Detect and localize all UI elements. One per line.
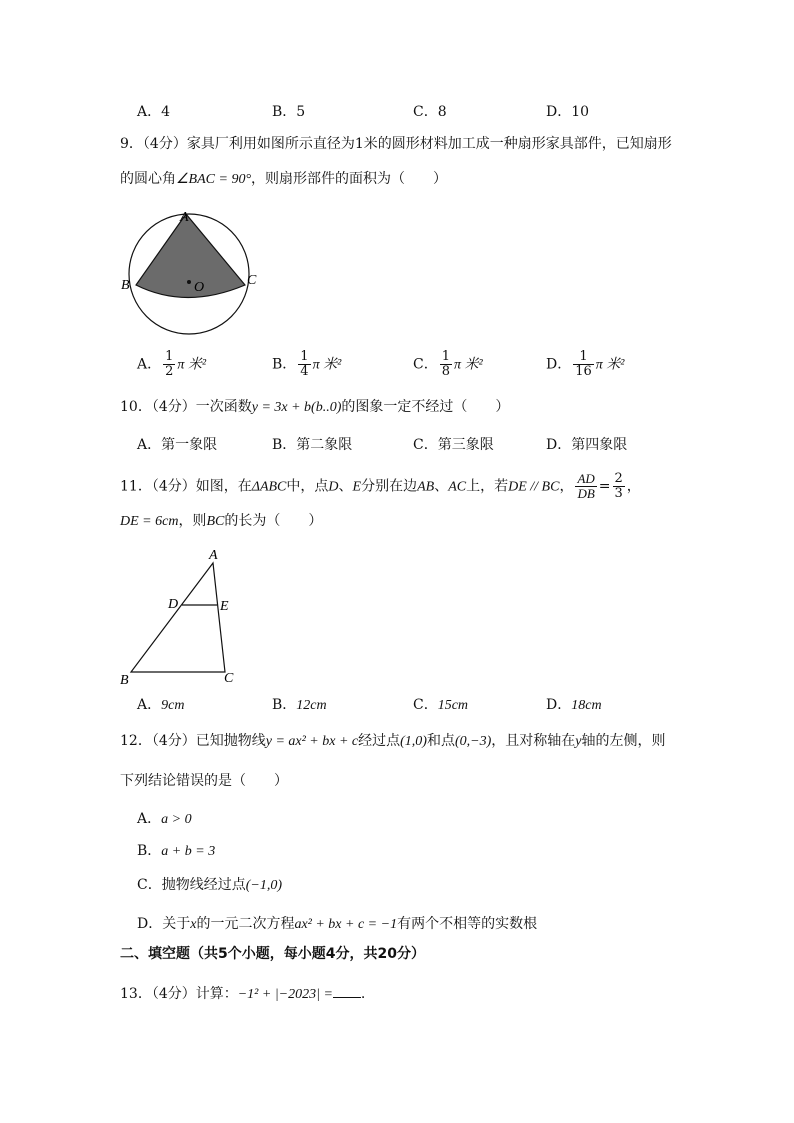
q13-post: . bbox=[360, 986, 366, 1002]
q9-stem-post: ，则扇形部件的面积为（ ） bbox=[251, 171, 448, 187]
q10-stem bbox=[120, 397, 509, 418]
q9-option-b-fraction: $\frac{1}{4}$ bbox=[300, 349, 309, 379]
q12-option-c-letter: C． bbox=[137, 877, 162, 893]
q9-option-d-unit: π 米² bbox=[595, 357, 625, 373]
q11-ratio-fraction: $\frac{AD}{DB}$ bbox=[577, 471, 595, 501]
q9-angle-math: ∠BAC = 90° bbox=[176, 172, 252, 187]
q8-option-c: C．8 bbox=[413, 104, 447, 120]
q8-option-a: A．4 bbox=[137, 104, 171, 120]
q11-label-b: B bbox=[120, 673, 129, 688]
q11-option-a-value: 9cm bbox=[161, 698, 185, 713]
q9-option-d-fraction: $\frac{1}{16}$ bbox=[575, 349, 592, 379]
q10-stem-post: 的图象一定不经过（ ） bbox=[341, 399, 510, 415]
q12-mid1: 经过点 bbox=[358, 733, 401, 749]
q11-sep1: 、 bbox=[338, 478, 353, 495]
q12-post: 轴的左侧，则 bbox=[581, 733, 666, 749]
q9-sector-figure bbox=[118, 203, 268, 343]
q9-option-a bbox=[137, 350, 206, 379]
q9-label-b: B bbox=[121, 278, 130, 293]
q9-label-a: A bbox=[180, 210, 189, 225]
q12-parabola: y = ax² + bx + c bbox=[265, 734, 359, 749]
q9-stem-pre: 的圆心角 bbox=[120, 171, 176, 187]
q9-option-a-fraction: $\frac{1}{2}$ bbox=[165, 349, 174, 379]
q11-side-ab: AB bbox=[417, 479, 435, 495]
q12-point1: (1,0) bbox=[400, 734, 427, 749]
q9-option-b-unit: π 米² bbox=[312, 357, 342, 373]
q10-option-d: D．第四象限 bbox=[546, 437, 628, 453]
q11-option-c bbox=[413, 695, 468, 716]
q11-option-d-letter: D． bbox=[546, 697, 572, 713]
q12-mid3: ，且对称轴在 bbox=[491, 733, 576, 749]
q11-option-c-value: 15cm bbox=[437, 698, 469, 713]
q11-label-a: A bbox=[209, 548, 218, 563]
q13-stem bbox=[120, 983, 365, 1005]
q11-stem-line1 bbox=[120, 472, 641, 501]
q11-mid2: 分别在边 bbox=[361, 478, 418, 495]
q12-option-d-letter: D． bbox=[137, 916, 163, 932]
q12-option-c-math: (−1,0) bbox=[245, 878, 282, 893]
q11-option-a bbox=[137, 695, 184, 716]
q12-point2: (0,−3) bbox=[454, 734, 492, 749]
q9-stem-line1: 9．（4分）家具厂利用如图所示直径为1米的圆形材料加工成一种扇形家具部件，已知扇形 bbox=[120, 136, 672, 152]
q13-math: −1² + |−2023| = bbox=[237, 987, 333, 1002]
q10-math: y = 3x + b(b..0) bbox=[251, 400, 342, 415]
q12-option-d-x: x bbox=[190, 917, 197, 932]
q11-triangle: ΔABC bbox=[251, 479, 287, 495]
q11-option-a-letter: A． bbox=[137, 697, 162, 713]
q12-stem-line2: 下列结论错误的是（ ） bbox=[120, 773, 288, 789]
q11-option-b-letter: B． bbox=[272, 697, 297, 713]
q11-option-b-value: 12cm bbox=[296, 698, 327, 713]
q11-triangle-figure bbox=[115, 543, 245, 688]
q10-option-c: C．第三象限 bbox=[413, 437, 494, 453]
q12-option-d-mid: 的一元二次方程 bbox=[196, 916, 295, 932]
q11-point-e: E bbox=[352, 479, 362, 495]
q12-mid2: 和点 bbox=[426, 733, 455, 749]
q11-stem-line2 bbox=[120, 511, 322, 532]
q11-option-c-letter: C． bbox=[413, 697, 438, 713]
q12-option-d-pre: 关于 bbox=[162, 916, 191, 932]
q11-line2-post: 的长为（ ） bbox=[224, 513, 323, 529]
q12-pre: 12．（4分）已知抛物线 bbox=[120, 733, 266, 749]
q11-option-b bbox=[272, 695, 327, 716]
q11-mid3: 上，若 bbox=[466, 478, 509, 495]
q12-option-c bbox=[137, 875, 282, 896]
q9-option-c bbox=[413, 350, 483, 379]
q11-pre: 11．（4分）如图，在 bbox=[120, 478, 252, 495]
q11-value-fraction: $\frac{2}{3}$ bbox=[614, 471, 623, 501]
q11-option-d-value: 18cm bbox=[571, 698, 602, 713]
q11-mid1: 中，点 bbox=[286, 478, 329, 495]
q11-comma2: ， bbox=[626, 478, 641, 495]
q11-line2-mid: ，则 bbox=[178, 513, 207, 529]
q11-side-ac: AC bbox=[448, 479, 467, 495]
q9-label-o: O bbox=[194, 280, 205, 295]
q12-option-a-letter: A． bbox=[137, 811, 162, 827]
q12-option-a bbox=[137, 809, 192, 830]
q8-option-d: D．10 bbox=[546, 104, 590, 120]
q11-label-e: E bbox=[220, 599, 229, 614]
q12-option-d-math: ax² + bx + c = −1 bbox=[294, 917, 398, 932]
q10-stem-pre: 10．（4分）一次函数 bbox=[120, 399, 252, 415]
q9-option-a-letter: A． bbox=[137, 356, 162, 373]
q11-option-d bbox=[546, 695, 602, 716]
q12-option-b-letter: B． bbox=[137, 843, 162, 859]
q12-y-var: y bbox=[575, 734, 582, 749]
q11-sep2: 、 bbox=[434, 478, 449, 495]
q11-equals: = bbox=[598, 478, 611, 495]
q11-comma1: ， bbox=[559, 478, 574, 495]
q8-option-b: B．5 bbox=[272, 104, 306, 120]
q11-parallel: DE // BC bbox=[508, 479, 560, 495]
q13-pre: 13．（4分）计算： bbox=[120, 986, 238, 1002]
q12-stem-line1 bbox=[120, 731, 665, 752]
q12-option-d bbox=[137, 914, 537, 935]
q9-option-c-unit: π 米² bbox=[454, 357, 483, 373]
q9-option-a-unit: π 米² bbox=[177, 357, 207, 373]
q12-option-b-math: a + b = 3 bbox=[161, 844, 216, 859]
q9-option-b bbox=[272, 350, 341, 379]
q11-label-d: D bbox=[168, 597, 179, 612]
q9-option-c-letter: C． bbox=[413, 356, 438, 373]
q9-option-d bbox=[546, 350, 625, 379]
q12-option-a-math: a > 0 bbox=[161, 812, 192, 827]
q10-option-a: A．第一象限 bbox=[137, 437, 218, 453]
section2-heading: 二、填空题（共5个小题，每小题4分，共20分） bbox=[120, 946, 425, 962]
q11-label-c: C bbox=[224, 671, 234, 686]
q9-option-c-fraction: $\frac{1}{8}$ bbox=[441, 349, 450, 379]
q11-point-d: D bbox=[328, 479, 339, 495]
q12-option-b bbox=[137, 841, 215, 862]
q11-de-length: DE = 6cm bbox=[120, 514, 179, 529]
q11-side-bc: BC bbox=[206, 514, 225, 529]
q12-option-c-text: 抛物线经过点 bbox=[161, 877, 246, 893]
q12-option-d-post: 有两个不相等的实数根 bbox=[397, 916, 538, 932]
q9-option-d-letter: D． bbox=[546, 356, 572, 373]
q9-label-c: C bbox=[247, 273, 257, 288]
q9-option-b-letter: B． bbox=[272, 356, 297, 373]
q10-option-b: B．第二象限 bbox=[272, 437, 353, 453]
q9-stem-line2 bbox=[120, 169, 447, 190]
q13-answer-blank[interactable] bbox=[333, 983, 361, 998]
